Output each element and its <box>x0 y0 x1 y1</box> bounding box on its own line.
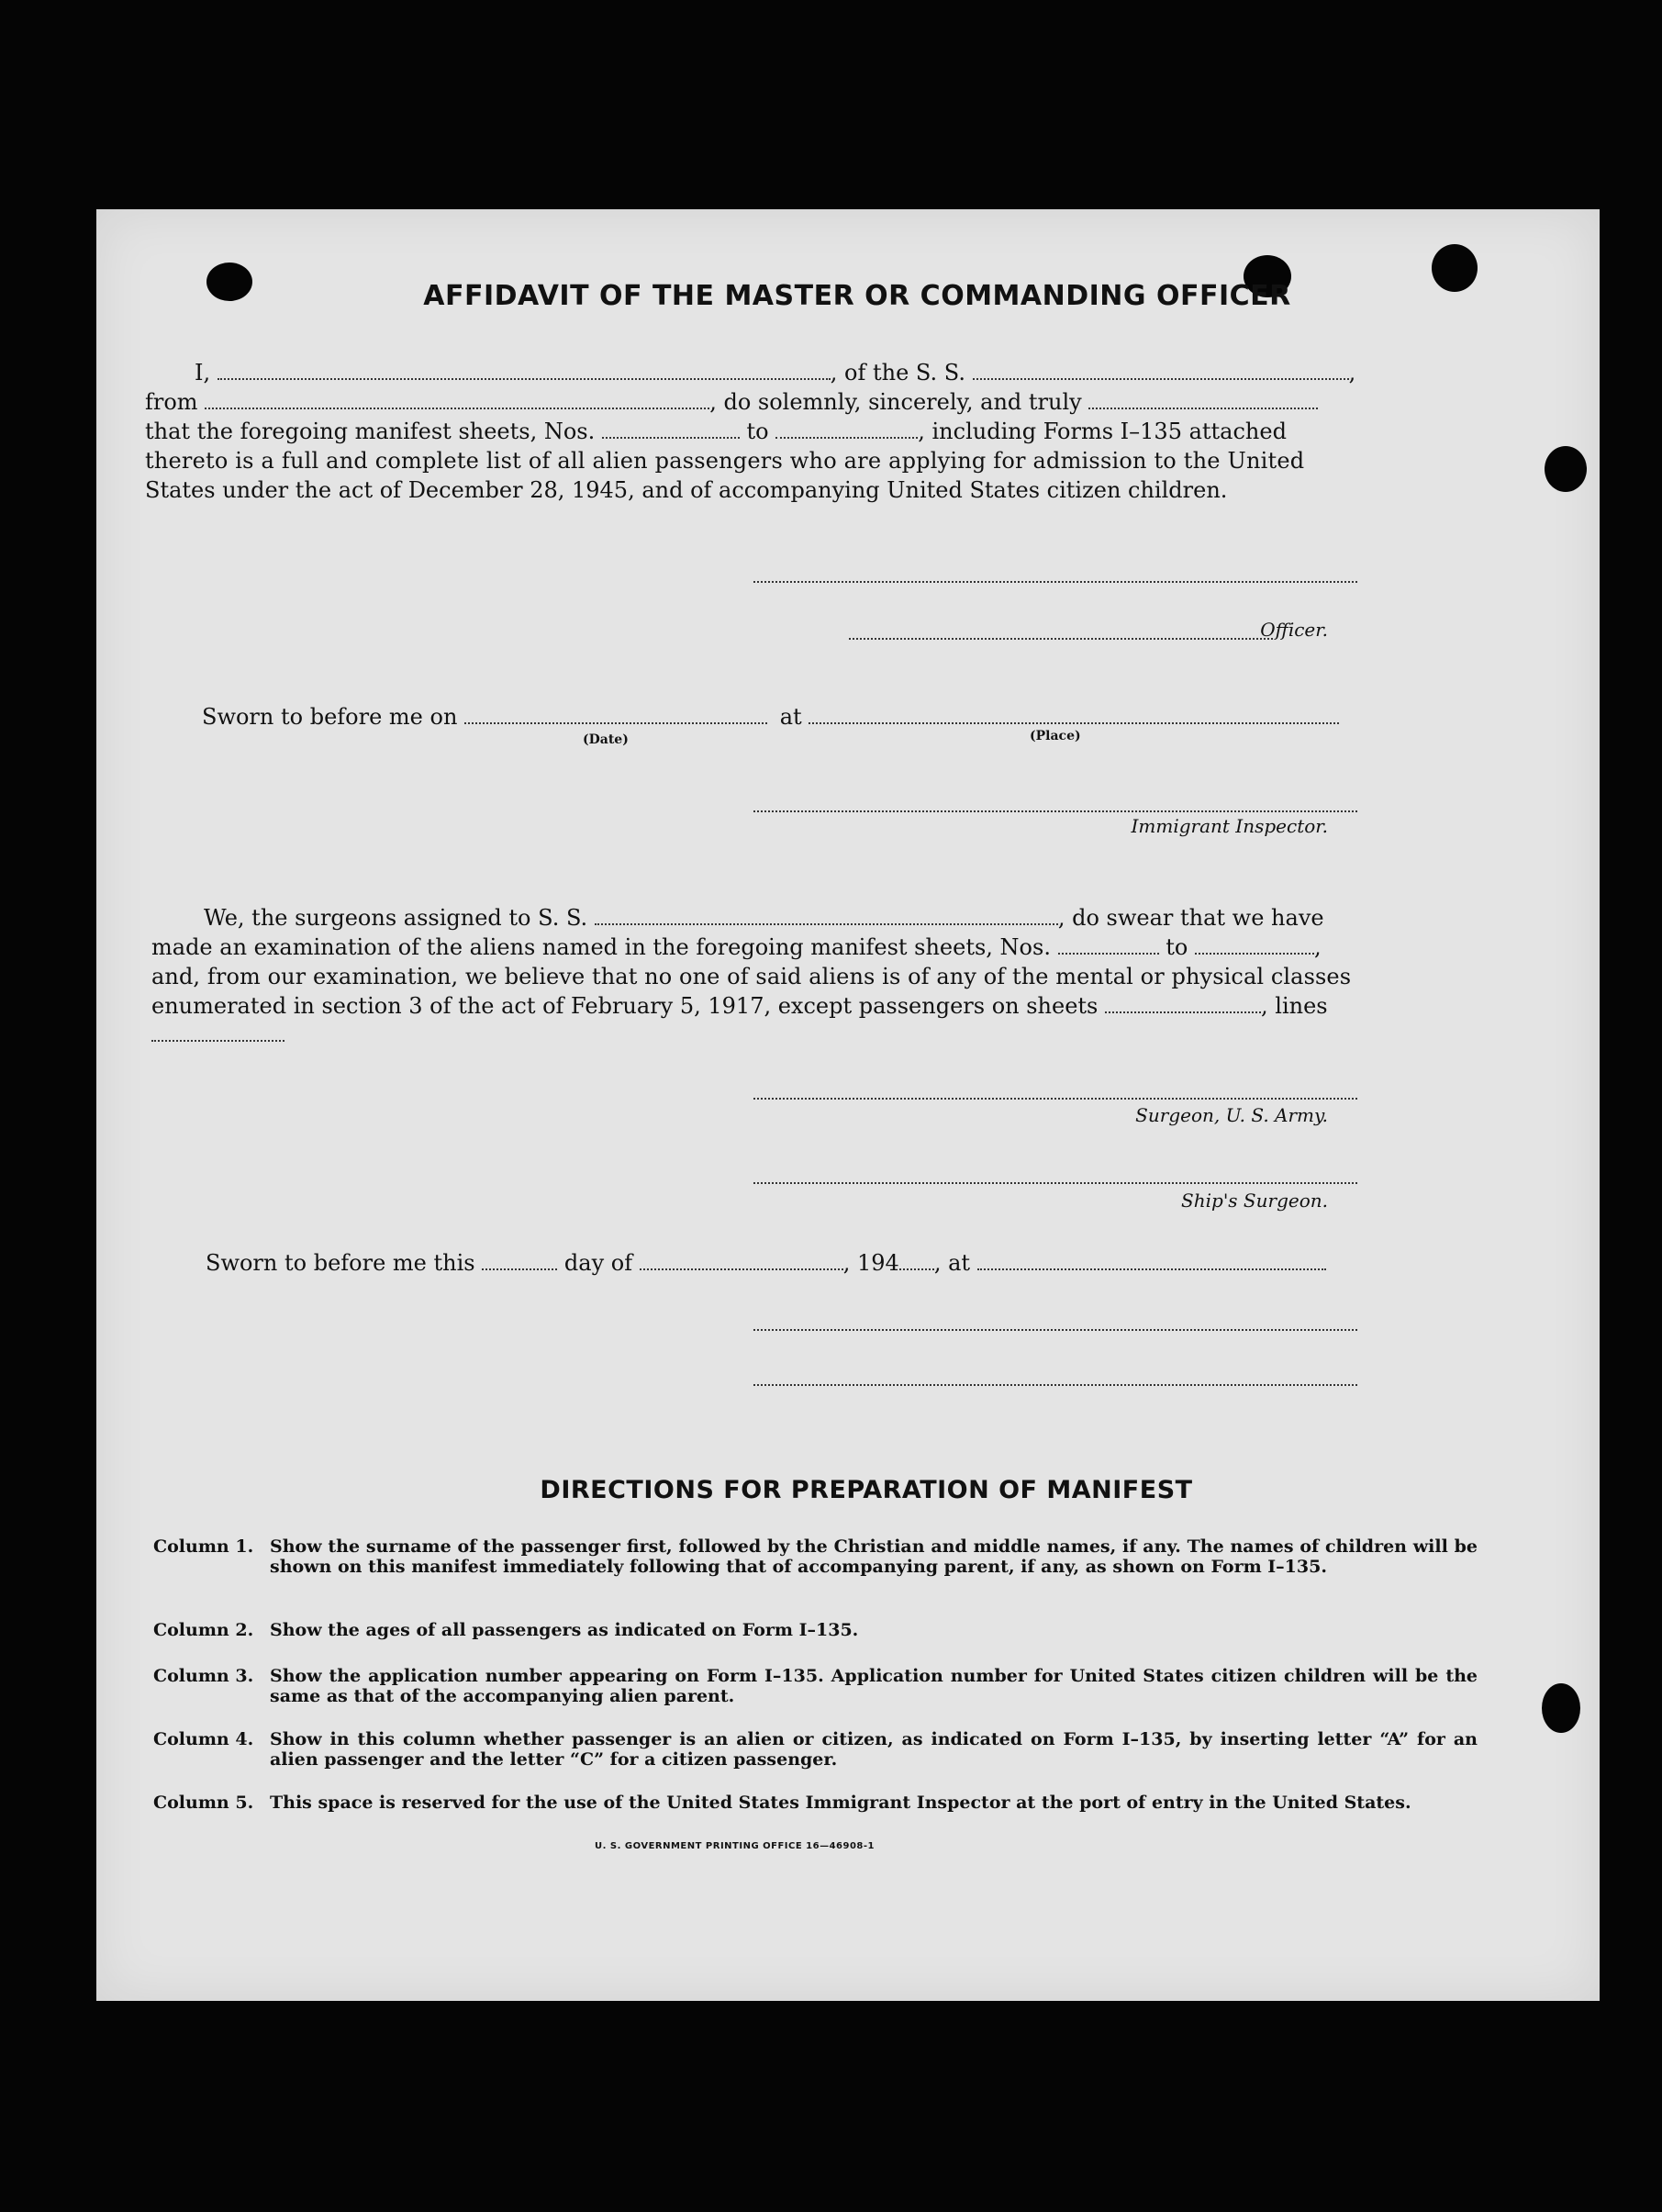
except-sheets-field[interactable] <box>1105 995 1261 1013</box>
punch-hole-right-upper <box>1545 446 1587 492</box>
inspector-signature-line[interactable] <box>753 810 1357 812</box>
sworn-place-field[interactable] <box>809 706 1339 724</box>
surgeons-line-2: made an examination of the aliens named in the foregoing manifest sheets, Nos. to , <box>151 934 1322 960</box>
column-1-label: Column 1. <box>153 1536 254 1557</box>
sworn-day-field[interactable] <box>482 1252 557 1270</box>
surgeons-sheets-to-field[interactable] <box>1195 936 1314 955</box>
affidavit-line-5: States under the act of December 28, 1945, and of accompanying United States citizen children. <box>145 477 1228 503</box>
officer-label: Officer. <box>1260 619 1328 641</box>
master-signature-line[interactable] <box>753 581 1357 583</box>
sworn-signature-line-1[interactable] <box>753 1329 1357 1331</box>
sworn-month-field[interactable] <box>640 1252 843 1270</box>
inspector-label: Immigrant Inspector. <box>1131 815 1328 837</box>
sworn-year-field[interactable] <box>899 1252 934 1270</box>
punch-hole-right-lower <box>1542 1683 1580 1733</box>
sworn-date-field[interactable] <box>464 706 767 724</box>
sheets-from-field[interactable] <box>602 420 740 439</box>
departure-port-field[interactable] <box>205 391 709 409</box>
column-4-text: Show in this column whether passenger is an alien or citizen, as indicated on Form I–135, by inserting letter “A” for an alien passenger and the letter “C” for a citizen passenger. <box>270 1729 1478 1770</box>
form-page <box>96 209 1600 2001</box>
affidavit-line-1: I, , of the S. S. , <box>195 360 1356 385</box>
column-5-label: Column 5. <box>153 1793 254 1813</box>
surgeons-line-3: and, from our examination, we believe that no one of said aliens is of any of the mental or physical classes <box>151 964 1352 989</box>
army-surgeon-label: Surgeon, U. S. Army. <box>1135 1104 1328 1126</box>
column-2-text: Show the ages of all passengers as indicated on Form I–135. <box>270 1620 859 1640</box>
surgeons-sworn-place-field[interactable] <box>977 1252 1326 1270</box>
surgeons-line-1: We, the surgeons assigned to S. S. , do swear that we have <box>204 905 1324 931</box>
surgeons-sheets-from-field[interactable] <box>1058 936 1159 955</box>
column-3-label: Column 3. <box>153 1666 254 1686</box>
column-2-label: Column 2. <box>153 1620 254 1640</box>
ship-surgeon-label: Ship's Surgeon. <box>1181 1190 1328 1212</box>
column-1-text: Show the surname of the passenger first, followed by the Christian and middle names, if any. The names of children will be shown on this manifest immediately following that of accompanying parent, if any, as shown on Form I–135. <box>270 1536 1478 1577</box>
surgeons-ship-field[interactable] <box>595 907 1058 925</box>
affidavit-line-2: from , do solemnly, sincerely, and truly <box>145 388 1318 416</box>
column-3-text: Show the application number appearing on Form I–135. Application number for United States citizen children will be the same as that of the accompanying alien parent. <box>270 1666 1478 1706</box>
directions-title: DIRECTIONS FOR PREPARATION OF MANIFEST <box>540 1476 1193 1504</box>
master-name-field[interactable] <box>218 362 831 380</box>
printer-imprint: U. S. GOVERNMENT PRINTING OFFICE 16—46908-1 <box>595 1841 875 1851</box>
oath-type-field[interactable] <box>1088 391 1318 409</box>
except-lines-field[interactable] <box>151 1040 284 1042</box>
sworn-signature-line-2[interactable] <box>753 1384 1357 1386</box>
surgeons-line-4: enumerated in section 3 of the act of February 5, 1917, except passengers on sheets , lines <box>151 993 1328 1019</box>
surgeons-sworn-line: Sworn to before me this day of , 194 , at <box>206 1249 1326 1277</box>
sheets-to-field[interactable] <box>775 420 918 439</box>
ship-surgeon-signature-line[interactable] <box>753 1182 1357 1184</box>
affidavit-line-3: that the foregoing manifest sheets, Nos. to , including Forms I–135 attached <box>145 419 1287 444</box>
place-caption: (Place) <box>1030 729 1081 743</box>
date-caption: (Date) <box>583 732 629 747</box>
army-surgeon-signature-line[interactable] <box>753 1098 1357 1100</box>
column-5-text: This space is reserved for the use of the United States Immigrant Inspector at the port of entry in the United States. <box>270 1793 1411 1813</box>
affidavit-title: AFFIDAVIT OF THE MASTER OR COMMANDING OFFICER <box>423 280 1291 312</box>
officer-signature-line[interactable] <box>849 638 1273 640</box>
ship-name-field[interactable] <box>973 362 1349 380</box>
affidavit-line-4: thereto is a full and complete list of all alien passengers who are applying for admission to the United <box>145 448 1305 474</box>
inspector-sworn-line: Sworn to before me on at <box>202 703 1339 731</box>
column-4-label: Column 4. <box>153 1729 254 1749</box>
